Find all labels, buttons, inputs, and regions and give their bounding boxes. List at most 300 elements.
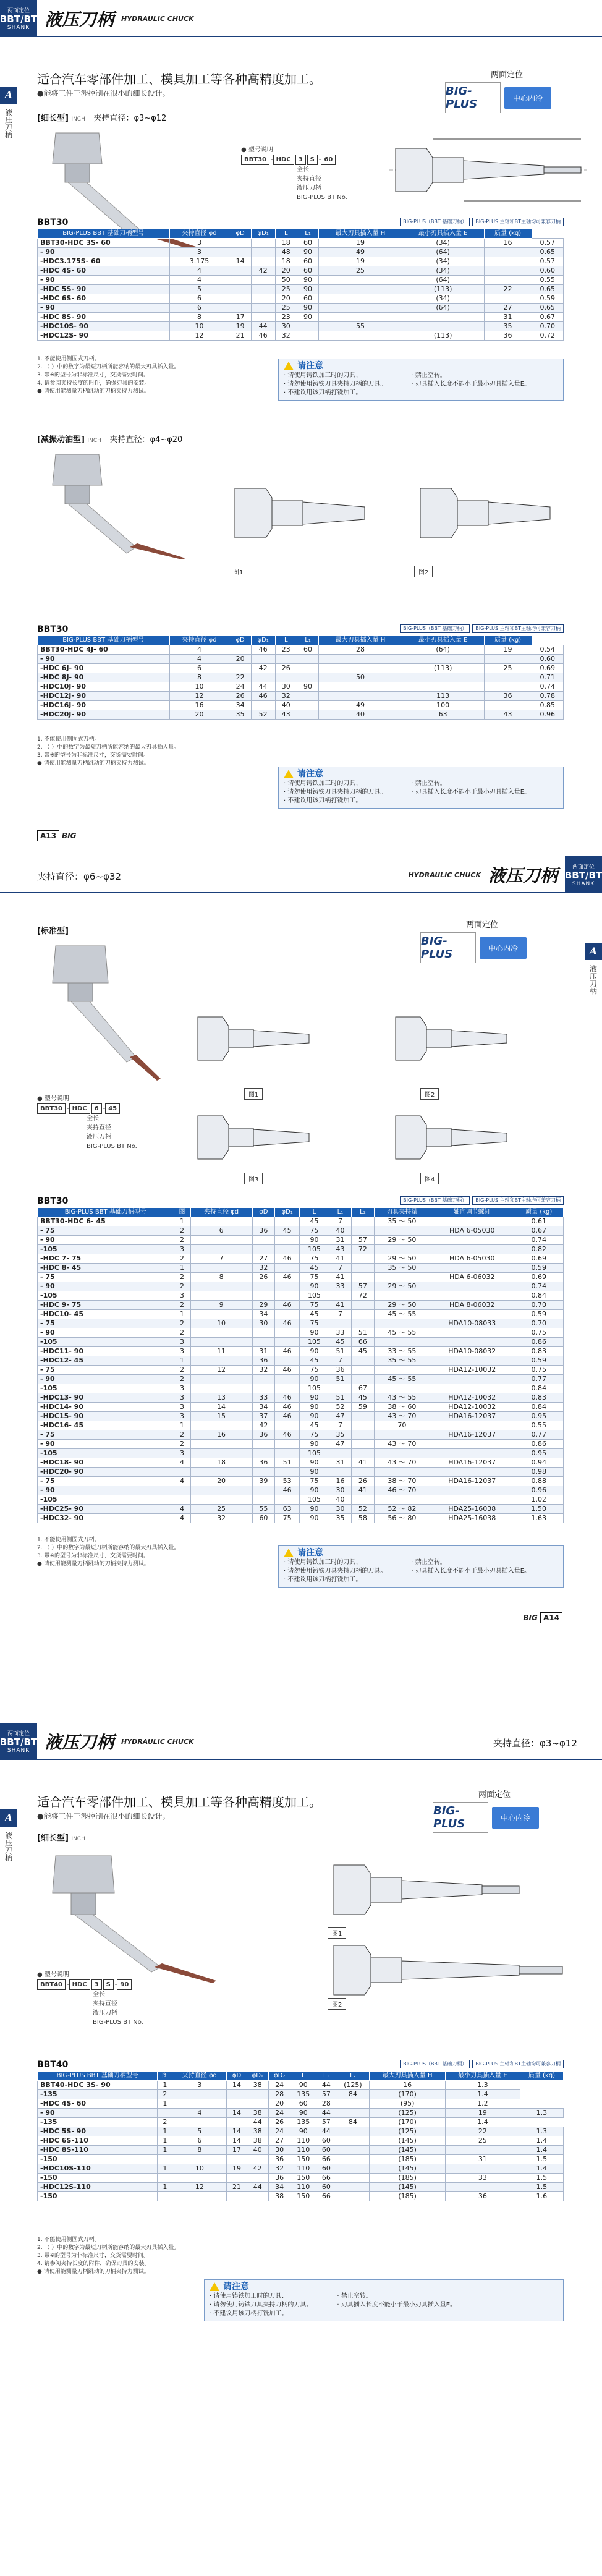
headline-3: 适合汽车零部件加工、模具加工等各种高精度加工。 [37, 1795, 321, 1809]
value-cell [430, 1356, 514, 1366]
value-cell: (145) [370, 2146, 446, 2155]
value-cell [275, 655, 297, 664]
side-tab[interactable]: A 液压刀柄 [0, 87, 17, 138]
table-title: BBT30 [37, 218, 69, 227]
value-cell: 90 [290, 2081, 316, 2090]
value-cell: 33 [329, 1282, 351, 1291]
value-cell: 18 [275, 239, 297, 248]
value-cell: 52 [329, 1403, 351, 1412]
value-cell [190, 1375, 252, 1384]
value-cell: 30 [329, 1486, 351, 1495]
value-cell [319, 692, 402, 701]
value-cell: (64) [402, 304, 484, 313]
value-cell [336, 2174, 370, 2183]
value-cell: (145) [370, 2183, 446, 2192]
value-cell [275, 1264, 300, 1273]
table-row [38, 1430, 564, 1440]
table-row [38, 1236, 564, 1245]
value-cell: 25 [319, 266, 402, 276]
table-row [38, 2127, 564, 2136]
side-tab-3[interactable]: A 液压刀柄 [0, 1809, 17, 1861]
value-cell [352, 1495, 374, 1505]
value-cell: 41 [352, 1458, 374, 1468]
value-cell: 35 [329, 1514, 351, 1523]
figure-label-2: 图2 [414, 566, 433, 577]
value-cell [229, 266, 251, 276]
value-cell: 26 [275, 664, 297, 673]
table-row [38, 322, 564, 331]
value-cell: 46 [275, 1412, 300, 1421]
value-cell: 0.86 [514, 1338, 564, 1347]
value-cell: 0.59 [514, 1310, 564, 1319]
caution-box-4: 请注意 · 请使用铸铁加工时的刀具、 · 请勿使用铸铁刀具夹持刀柄的刀具。 · 不建议用该刀柄打铣加工。 · 禁止空转。 · 刃具插入长度不能小于最小刃具插入量E。 [204, 2279, 564, 2321]
value-cell: 150 [290, 2174, 316, 2183]
model-cell: - 90 [38, 1375, 174, 1384]
spec-table-bbt30-slim: BIG-PLUS BBT 基础刀柄型号 夹持直径 φd φD φD₁ L L₁ 最大刃具插入量 H 最小刃具插入量 E 质量 (kg) BBT30-HDC 3S- 60 3 18 60 19 (34) 16 0.57 - 90 3 48 90 49 (64) 0.65 -HDC3.175S- 60 3.175 14 18 60 19 (34) 0.57 -HDC 4S- 60 4 42 20 60 25 (34) 0.60 - 90 4 50 90 (64) 0.55 -HDC 5S- 90 5 25 90 (113) 22 0.65 -HDC 6S- 60 6 20 60 (34) 0.59 - 90 6 25 90 (64) 27 0.65 -HDC 8S- 90 8 17 23 90 31 0.67 -HDC10S- 90 10 19 44 30 55 35 0.70 -HDC12S- 90 12 21 46 32 (113) 36 0.72 [37, 229, 564, 341]
value-cell: 46 [251, 645, 275, 655]
value-cell [247, 2099, 268, 2109]
value-cell: 36 [252, 1356, 274, 1366]
model-cell: -HDC10- 45 [38, 1310, 174, 1319]
table-row [38, 285, 564, 294]
value-cell: 105 [300, 1291, 329, 1301]
table-row [38, 2109, 564, 2118]
value-cell: 110 [290, 2146, 316, 2155]
value-cell: 45 [300, 1356, 329, 1366]
value-cell [190, 1440, 252, 1449]
value-cell: 90 [300, 1440, 329, 1449]
value-cell [352, 1375, 374, 1384]
value-cell: 49 [319, 701, 402, 710]
value-cell: 63 [402, 710, 484, 720]
value-cell: 23 [275, 313, 297, 322]
value-cell: 0.60 [532, 655, 564, 664]
value-cell [227, 2118, 247, 2127]
value-cell [297, 673, 318, 682]
page-footer-a14: BIG A14 [523, 1613, 565, 1622]
value-cell: 40 [319, 710, 402, 720]
table-row [38, 1384, 564, 1393]
value-cell: 8 [190, 1273, 252, 1282]
value-cell: 25 [484, 664, 532, 673]
value-cell: 45 [352, 1393, 374, 1403]
value-cell: (34) [402, 266, 484, 276]
value-cell: 47 [329, 1440, 351, 1449]
model-cell: -HDC 6S-110 [38, 2136, 158, 2146]
value-cell [275, 1236, 300, 1245]
value-cell: 75 [300, 1226, 329, 1236]
value-cell [229, 285, 251, 294]
value-cell [172, 2155, 227, 2164]
value-cell: 3 [174, 1403, 190, 1412]
value-cell [275, 1291, 300, 1301]
model-cell: -105 [38, 1384, 174, 1393]
value-cell: 4 [174, 1505, 190, 1514]
model-cell: - 90 [38, 2109, 158, 2118]
model-cell: - 90 [38, 1236, 174, 1245]
value-cell: 45 ～ 55 [374, 1375, 430, 1384]
value-cell [430, 1338, 514, 1347]
value-cell: 30 [268, 2146, 290, 2155]
table-row [38, 1310, 564, 1319]
value-cell: HDA 6-06032 [430, 1273, 514, 1282]
value-cell [174, 1468, 190, 1477]
value-cell [275, 1495, 300, 1505]
value-cell [174, 1495, 190, 1505]
value-cell: 90 [300, 1486, 329, 1495]
value-cell: 45 [300, 1310, 329, 1319]
model-cell: -HDC10S-110 [38, 2164, 158, 2174]
value-cell: 28 [316, 2099, 336, 2109]
warning-icon [284, 1549, 294, 1557]
model-cell: -105 [38, 1291, 174, 1301]
value-cell: 25 [445, 2136, 520, 2146]
side-tab-2[interactable]: A 液压刀柄 [585, 943, 602, 995]
value-cell [190, 1468, 252, 1477]
value-cell [352, 1412, 374, 1421]
value-cell: HDA16-12037 [430, 1412, 514, 1421]
value-cell: 36 [329, 1366, 351, 1375]
value-cell: 29 ～ 50 [374, 1236, 430, 1245]
value-cell: 66 [316, 2192, 336, 2201]
spec-table-bbt30-damping: BIG-PLUS BBT 基础刀柄型号 夹持直径 φd φD φD₁ L L₁ 最大刃具插入量 H 最小刃具插入量 E 质量 (kg) BBT30-HDC 4J- 60 4 46 23 60 28 (64) 19 0.54 - 90 4 20 0.60 -HDC 6J- 90 6 42 26 (113) 25 0.69 -HDC 8J- 90 8 22 50 0.71 -HDC10J- 90 10 24 44 30 90 0.74 -HDC12J- 90 12 26 46 32 113 36 0.78 -HDC16J- 90 16 34 40 49 100 0.85 -HDC20J- 90 20 35 52 43 40 63 43 0.96 [37, 635, 564, 720]
value-cell: 31 [329, 1458, 351, 1468]
value-cell: 55 [252, 1505, 274, 1514]
value-cell: 17 [227, 2146, 247, 2155]
model-cell: -HDC13- 90 [38, 1393, 174, 1403]
value-cell [190, 1291, 252, 1301]
value-cell: 3 [174, 1347, 190, 1356]
value-cell: 46 ～ 70 [374, 1486, 430, 1495]
model-cell: BBT40-HDC 3S- 90 [38, 2081, 158, 2090]
figure-label-2b: 图2 [420, 1088, 439, 1100]
value-cell [319, 285, 402, 294]
value-cell: 44 [247, 2183, 268, 2192]
value-cell: 1.50 [514, 1505, 564, 1514]
value-cell: 39 [252, 1477, 274, 1486]
header-rule-3 [37, 1759, 602, 1760]
value-cell: 2 [174, 1366, 190, 1375]
value-cell [229, 239, 251, 248]
value-cell: 105 [300, 1338, 329, 1347]
value-cell [374, 1319, 430, 1328]
value-cell: 57 [352, 1236, 374, 1245]
value-cell: 56 ～ 80 [374, 1514, 430, 1523]
value-cell: 2 [174, 1226, 190, 1236]
value-cell: 90 [297, 285, 318, 294]
value-cell: 31 [484, 313, 532, 322]
model-cell: -150 [38, 2192, 158, 2201]
table-row [38, 1338, 564, 1347]
value-cell: 105 [300, 1245, 329, 1254]
value-cell: HDA16-12037 [430, 1477, 514, 1486]
value-cell: 51 [275, 1458, 300, 1468]
value-cell: 6 [169, 304, 229, 313]
table-row [38, 1356, 564, 1366]
value-cell: 32 [275, 331, 297, 341]
value-cell: 51 [352, 1328, 374, 1338]
value-cell [484, 655, 532, 664]
value-cell: 67 [352, 1384, 374, 1393]
value-cell: 46 [275, 1393, 300, 1403]
value-cell: 60 [297, 294, 318, 304]
value-cell: 41 [352, 1486, 374, 1495]
value-cell: 52 [352, 1505, 374, 1514]
value-cell: 2 [174, 1301, 190, 1310]
value-cell: 3 [174, 1245, 190, 1254]
model-cell: - 75 [38, 1366, 174, 1375]
value-cell [190, 1356, 252, 1366]
value-cell [374, 1245, 430, 1254]
value-cell [374, 1338, 430, 1347]
value-cell: 49 [319, 248, 402, 257]
value-cell: 8 [169, 313, 229, 322]
value-cell: (34) [402, 294, 484, 304]
value-cell [190, 1282, 252, 1291]
value-cell: 1 [158, 2136, 172, 2146]
value-cell: 6 [190, 1226, 252, 1236]
value-cell [319, 313, 402, 322]
value-cell: 1.4 [520, 2136, 563, 2146]
figure-label-1c: 图1 [328, 1927, 346, 1939]
value-cell [251, 304, 275, 313]
value-cell [352, 1310, 374, 1319]
value-cell: 50 [319, 673, 402, 682]
value-cell: 5 [172, 2127, 227, 2136]
value-cell [172, 2099, 227, 2109]
value-cell: (113) [402, 285, 484, 294]
value-cell: 33 ～ 55 [374, 1347, 430, 1356]
value-cell: 10 [169, 682, 229, 692]
value-cell [402, 313, 484, 322]
value-cell: 46 [275, 1301, 300, 1310]
value-cell: 60 [297, 239, 318, 248]
value-cell [190, 1236, 252, 1245]
value-cell [374, 1226, 430, 1236]
value-cell [374, 1430, 430, 1440]
shank-badge: 两面定位 BBT/BT SHANK [0, 0, 37, 37]
value-cell: 0.84 [514, 1384, 564, 1393]
value-cell: 46 [275, 1403, 300, 1412]
value-cell [229, 276, 251, 285]
value-cell [275, 1338, 300, 1347]
figure-label-4: 图4 [420, 1173, 439, 1184]
value-cell: 52 ～ 82 [374, 1505, 430, 1514]
value-cell: 1 [158, 2127, 172, 2136]
value-cell [227, 2090, 247, 2099]
value-cell: 20 [275, 294, 297, 304]
value-cell [275, 1449, 300, 1458]
value-cell: 0.54 [532, 645, 564, 655]
value-cell: (125) [336, 2081, 370, 2090]
model-cell: -HDC16J- 90 [38, 701, 170, 710]
model-cell: - 75 [38, 1477, 174, 1486]
value-cell: 40 [329, 1495, 351, 1505]
value-cell: 5 [169, 285, 229, 294]
value-cell: 3 [174, 1412, 190, 1421]
value-cell [252, 1440, 274, 1449]
model-cell: -HDC10J- 90 [38, 682, 170, 692]
value-cell [172, 2090, 227, 2099]
value-cell: 0.84 [514, 1403, 564, 1412]
value-cell [252, 1282, 274, 1291]
value-cell [445, 2183, 520, 2192]
value-cell: 31 [445, 2155, 520, 2164]
value-cell: 0.75 [514, 1366, 564, 1375]
value-cell: 100 [402, 701, 484, 710]
value-cell [172, 2118, 227, 2127]
value-cell: 38 [247, 2081, 268, 2090]
table-row [38, 1264, 564, 1273]
value-cell: 0.65 [532, 248, 564, 257]
value-cell [227, 2099, 247, 2109]
model-cell: -150 [38, 2174, 158, 2183]
value-cell [251, 313, 275, 322]
value-cell: 24 [268, 2109, 290, 2118]
value-cell [297, 664, 318, 673]
value-cell: 3 [174, 1338, 190, 1347]
value-cell: 6 [172, 2136, 227, 2146]
value-cell [275, 1468, 300, 1477]
value-cell: HDA12-10032 [430, 1403, 514, 1412]
value-cell [430, 1291, 514, 1301]
value-cell: 43 ～ 55 [374, 1393, 430, 1403]
value-cell: 12 [190, 1366, 252, 1375]
value-cell: 20 [169, 710, 229, 720]
value-cell: 105 [300, 1495, 329, 1505]
warning-icon [284, 770, 294, 778]
value-cell [158, 2174, 172, 2183]
value-cell: 0.82 [514, 1245, 564, 1254]
value-cell [336, 2164, 370, 2174]
value-cell: (170) [370, 2090, 446, 2099]
value-cell: 60 [316, 2164, 336, 2174]
table-row [38, 2164, 564, 2174]
value-cell: 4 [169, 276, 229, 285]
table-row [38, 2136, 564, 2146]
value-cell [484, 673, 532, 682]
value-cell: (113) [402, 331, 484, 341]
value-cell: 0.67 [514, 1226, 564, 1236]
model-cell: -135 [38, 2090, 158, 2099]
value-cell [352, 1264, 374, 1273]
value-cell: 42 [251, 664, 275, 673]
value-cell: 0.72 [532, 331, 564, 341]
table-row [38, 2090, 564, 2099]
value-cell: 0.77 [514, 1375, 564, 1384]
value-cell: 8 [172, 2146, 227, 2155]
value-cell: 41 [329, 1273, 351, 1282]
value-cell [251, 276, 275, 285]
value-cell: 1.3 [445, 2081, 520, 2090]
value-cell: 14 [227, 2136, 247, 2146]
table-row [38, 1347, 564, 1356]
value-cell [484, 248, 532, 257]
value-cell [297, 331, 318, 341]
value-cell: 0.65 [532, 285, 564, 294]
section-title-slim-40: [细长型] INCH [37, 1834, 85, 1843]
value-cell: 43 [484, 710, 532, 720]
value-cell [297, 701, 318, 710]
value-cell: 70 [374, 1421, 430, 1430]
value-cell: 34 [229, 701, 251, 710]
value-cell: 42 [251, 266, 275, 276]
value-cell: 3 [174, 1384, 190, 1393]
model-cell: -HDC 8- 45 [38, 1264, 174, 1273]
table-row [38, 304, 564, 313]
value-cell: 1.4 [445, 2090, 520, 2099]
value-cell: 22 [445, 2127, 520, 2136]
value-cell [484, 257, 532, 266]
value-cell: 1.3 [520, 2127, 563, 2136]
value-cell: 2 [174, 1319, 190, 1328]
value-cell: 30 [329, 1505, 351, 1514]
value-cell: 43 ～ 70 [374, 1412, 430, 1421]
model-cell: - 90 [38, 1282, 174, 1291]
table-row [38, 1245, 564, 1254]
section-title-slim: [细长型] INCH 夹持直径：φ3~φ12 [37, 114, 167, 123]
model-cell: -105 [38, 1245, 174, 1254]
value-cell: 90 [297, 276, 318, 285]
value-cell: 50 [275, 276, 297, 285]
page-a15 [0, 1723, 602, 2576]
dimension-drawing-damping [223, 470, 569, 575]
model-cell: -HDC16- 45 [38, 1421, 174, 1430]
model-cell: -HDC18- 90 [38, 1458, 174, 1468]
value-cell [374, 1291, 430, 1301]
value-cell: 0.75 [514, 1328, 564, 1338]
value-cell: 45 [352, 1347, 374, 1356]
value-cell: 75 [275, 1514, 300, 1523]
value-cell: HDA12-10032 [430, 1393, 514, 1403]
value-cell: 36 [445, 2192, 520, 2201]
value-cell [247, 2192, 268, 2201]
value-cell: 46 [275, 1273, 300, 1282]
value-cell: 150 [290, 2155, 316, 2164]
value-cell: 14 [227, 2127, 247, 2136]
legend-bar: BIG-PLUS（BBT 基础刀柄） BIG-PLUS 主轴和BT主轴均可兼容刀柄 [309, 218, 564, 226]
value-cell: 23 [275, 645, 297, 655]
value-cell: 60 [297, 257, 318, 266]
value-cell: 135 [290, 2090, 316, 2099]
value-cell: 36 [484, 331, 532, 341]
value-cell: HDA 6-05030 [430, 1254, 514, 1264]
value-cell: 3 [172, 2081, 227, 2090]
value-cell: 90 [300, 1236, 329, 1245]
value-cell: 0.69 [532, 664, 564, 673]
value-cell: 150 [290, 2192, 316, 2201]
model-cell: BBT30-HDC 4J- 60 [38, 645, 170, 655]
value-cell: 15 [190, 1412, 252, 1421]
value-cell: 0.96 [532, 710, 564, 720]
value-cell [275, 673, 297, 682]
caution-box-1: 请注意 · 请使用铸铁加工时的刀具、 · 请勿使用铸铁刀具夹持刀柄的刀具。 · 不建议用该刀柄打铣加工。 · 禁止空转。 · 刃具插入长度不能小于最小刃具插入量E。 [278, 359, 564, 401]
value-cell: 41 [329, 1301, 351, 1310]
notes-4: 1. 不能使用侧固式刀柄。 2. （ ）中的数字为最短刀柄所能容纳的最大刃具插入量。 3. 带※的型号为非标准尺寸，交货需要时间。 4. 请参阅夹持长度的附件，确保刃具的安装。 ● 请使用能测量刀柄跳动的刀柄夹持力测试。 [37, 2237, 180, 2275]
value-cell: 60 [316, 2183, 336, 2192]
value-cell: 75 [300, 1301, 329, 1310]
model-cell: -HDC12S- 90 [38, 331, 170, 341]
value-cell: (125) [370, 2127, 446, 2136]
value-cell: 0.88 [514, 1477, 564, 1486]
value-cell [275, 1384, 300, 1393]
value-cell: 75 [300, 1319, 329, 1328]
value-cell: (64) [402, 645, 484, 655]
header-rule-2 [0, 892, 565, 893]
value-cell [190, 1421, 252, 1430]
value-cell: 44 [251, 322, 275, 331]
value-cell: 10 [169, 322, 229, 331]
